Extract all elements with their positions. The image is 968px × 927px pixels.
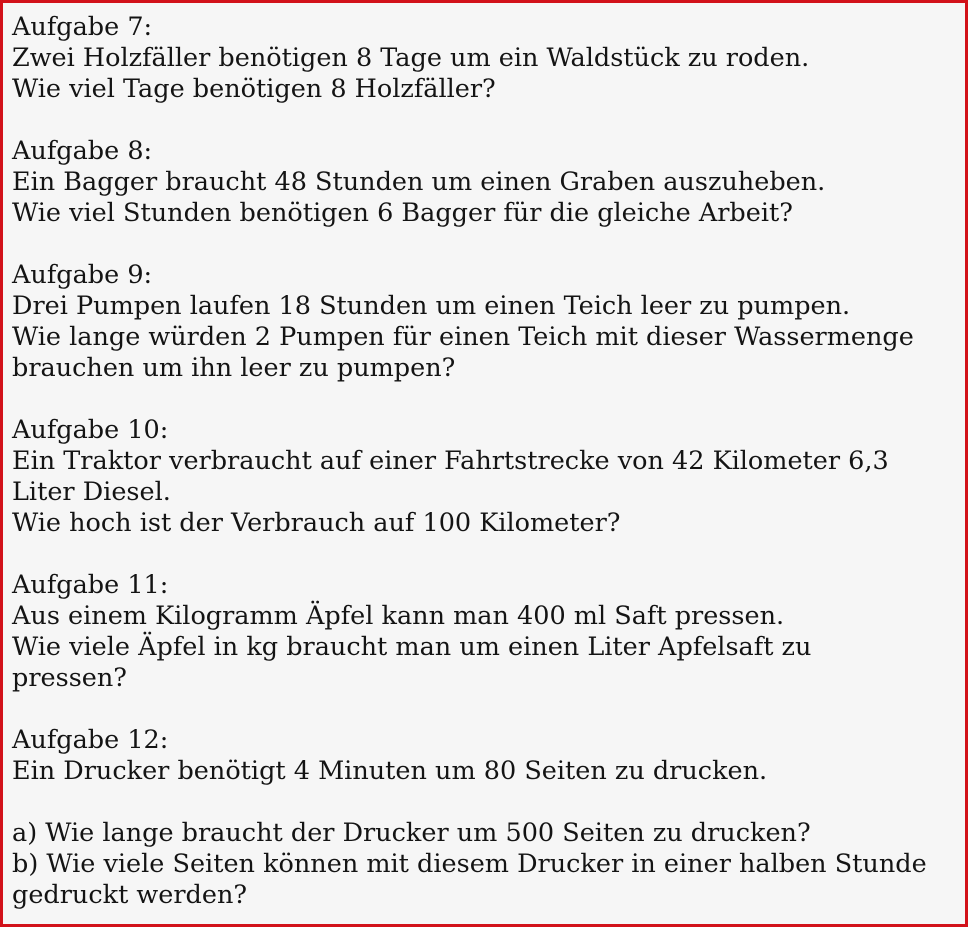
task-7 xyxy=(12,12,960,105)
task-line: Wie lange würden 2 Pumpen für einen Teich mit dieser Wassermenge xyxy=(12,322,914,352)
task-line: Wie viel Stunden benötigen 6 Bagger für die gleiche Arbeit? xyxy=(12,198,793,228)
task-line: Zwei Holzfäller benötigen 8 Tage um ein Waldstück zu roden. xyxy=(12,43,810,73)
task-line: brauchen um ihn leer zu pumpen? xyxy=(12,353,456,383)
task-line: Ein Bagger braucht 48 Stunden um einen Graben auszuheben. xyxy=(12,167,826,197)
worksheet-content xyxy=(12,12,960,911)
task-heading: Aufgabe 10: xyxy=(12,415,169,445)
task-line: Drei Pumpen laufen 18 Stunden um einen Teich leer zu pumpen. xyxy=(12,291,851,321)
task-10 xyxy=(12,415,960,539)
task-12 xyxy=(12,725,960,911)
task-line: Ein Traktor verbraucht auf einer Fahrtstrecke von 42 Kilometer 6,3 xyxy=(12,446,889,476)
task-heading: Aufgabe 12: xyxy=(12,725,169,755)
task-subquestion: b) Wie viele Seiten können mit diesem Drucker in einer halben Stunde xyxy=(12,849,927,879)
task-line: Liter Diesel. xyxy=(12,477,171,507)
task-heading: Aufgabe 11: xyxy=(12,570,169,600)
task-line: pressen? xyxy=(12,663,127,693)
task-line: Wie viel Tage benötigen 8 Holzfäller? xyxy=(12,74,496,104)
task-subquestion: a) Wie lange braucht der Drucker um 500 Seiten zu drucken? xyxy=(12,818,811,848)
task-heading: Aufgabe 9: xyxy=(12,260,153,290)
task-subquestion: gedruckt werden? xyxy=(12,880,248,910)
task-9 xyxy=(12,260,960,384)
task-heading: Aufgabe 7: xyxy=(12,12,153,42)
task-line: Wie hoch ist der Verbrauch auf 100 Kilometer? xyxy=(12,508,621,538)
blank-line xyxy=(12,787,960,818)
task-line: Wie viele Äpfel in kg braucht man um einen Liter Apfelsaft zu xyxy=(12,632,812,662)
task-8 xyxy=(12,136,960,229)
task-line: Aus einem Kilogramm Äpfel kann man 400 ml Saft pressen. xyxy=(12,601,785,631)
task-11 xyxy=(12,570,960,694)
task-line: Ein Drucker benötigt 4 Minuten um 80 Seiten zu drucken. xyxy=(12,756,768,786)
task-heading: Aufgabe 8: xyxy=(12,136,153,166)
